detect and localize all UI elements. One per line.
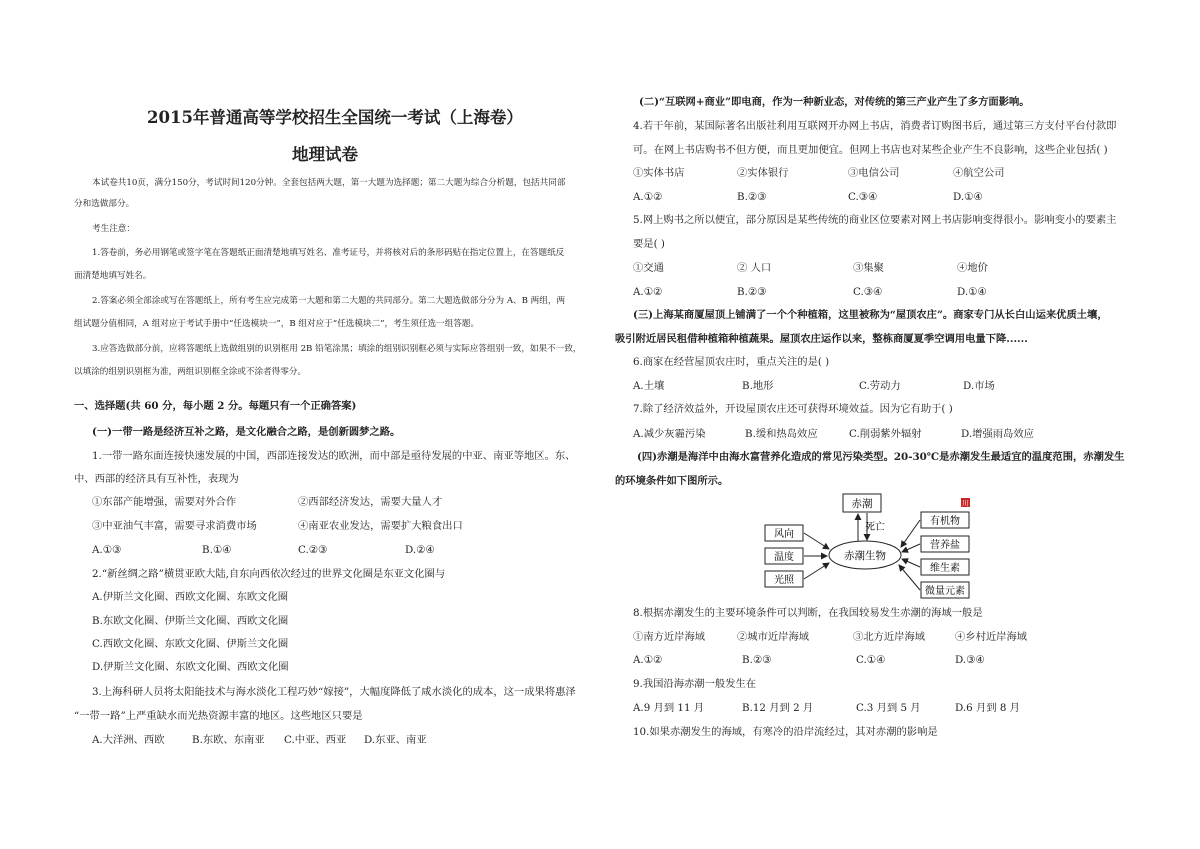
question-stem: “一带一路”上严重缺水而光热资源丰富的地区。这些地区只要是 <box>74 710 363 722</box>
statement-item: ②西部经济发达，需要大量人才 <box>298 496 443 508</box>
question-stem: 2.“新丝绸之路”横贯亚欧大陆,自东向西依次经过的世界文化圈是东亚文化圈与 <box>92 568 446 580</box>
trace-element-label: 微量元素 <box>925 586 965 597</box>
answer-choice[interactable]: A.①② <box>633 654 663 666</box>
answer-choice[interactable]: D.①④ <box>953 191 983 203</box>
statement-item: ④地价 <box>957 262 988 274</box>
note-line: 面清楚地填写姓名。 <box>74 271 152 281</box>
intro-line: 分和选做部分。 <box>74 199 135 209</box>
answer-choice[interactable]: C.③④ <box>848 191 878 203</box>
answer-choice[interactable]: A.①② <box>633 191 663 203</box>
answer-choice[interactable]: A.伊斯兰文化圈、西欧文化圈、东欧文化圈 <box>92 591 289 603</box>
question-stem: 可。在网上书店购书不但方便，而且更加便宜。但网上书店也对某些企业产生不良影响，这些企业包括( ) <box>633 144 1108 156</box>
question-stem: 10.如果赤潮发生的海域，有寒冷的沿岸流经过，其对赤潮的影响是 <box>633 726 938 738</box>
question-stem: 7.除了经济效益外，开设屋顶农庄还可获得环境效益。因为它有助于( ) <box>633 403 953 415</box>
answer-choice[interactable]: B.②③ <box>742 654 772 666</box>
answer-choice[interactable]: A.大洋洲、西欧 <box>92 734 165 746</box>
statement-item: ③北方近岸海域 <box>853 631 926 643</box>
answer-choice[interactable]: B.东欧文化圈、伊斯兰文化圈、西欧文化圈 <box>92 615 289 627</box>
statement-item: ② 人口 <box>737 262 772 274</box>
question-stem: 6.商家在经营屋顶农庄时，重点关注的是( ) <box>633 356 830 368</box>
answer-choice[interactable]: A.减少灰霾污染 <box>633 428 706 440</box>
vitamin-label: 维生素 <box>930 563 960 574</box>
answer-choice[interactable]: B.①④ <box>202 544 232 556</box>
answer-choice[interactable]: C.西欧文化圈、东欧文化圈、伊斯兰文化圈 <box>92 638 289 650</box>
group-heading: 吸引附近居民租借种植箱种植蔬果。屋顶农庄运作以来，整栋商厦夏季空调用电量下降...... <box>615 333 1028 345</box>
red-tide-diagram <box>763 492 1083 602</box>
temperature-label: 温度 <box>774 552 794 563</box>
question-stem: 3.上海科研人员将太阳能技术与海水淡化工程巧妙“嫁接”，大幅度降低了咸水淡化的成本，这一成果将惠泽 <box>92 686 576 698</box>
group-heading: 的环境条件如下图所示。 <box>615 475 729 487</box>
answer-choice[interactable]: D.①④ <box>957 286 987 298</box>
question-stem: 中、西部的经济具有互补性，表现为 <box>74 473 239 485</box>
factor-arrow <box>902 559 920 567</box>
answer-choice[interactable]: C.②③ <box>298 544 328 556</box>
factor-arrow <box>902 544 920 552</box>
group-heading: (一)一带一路是经济互补之路，是文化融合之路，是创新圆梦之路。 <box>92 426 401 438</box>
answer-choice[interactable]: D.伊斯兰文化圈、东欧文化圈、西欧文化圈 <box>92 661 289 673</box>
nutrient-salt-label: 营养盐 <box>930 540 960 551</box>
answer-choice[interactable]: C.劳动力 <box>859 380 901 392</box>
factor-arrow <box>804 533 829 549</box>
answer-choice[interactable]: A.土壤 <box>633 380 665 392</box>
answer-choice[interactable]: C.①④ <box>856 654 886 666</box>
statement-item: ①东部产能增强，需要对外合作 <box>92 496 237 508</box>
statement-item: ①实体书店 <box>633 167 685 179</box>
answer-choice[interactable]: D.市场 <box>963 380 995 392</box>
notes-heading: 考生注意： <box>92 224 135 234</box>
answer-choice[interactable]: D.增强雨岛效应 <box>961 428 1034 440</box>
answer-choice[interactable]: B.②③ <box>737 191 767 203</box>
organic-matter-label: 有机物 <box>930 516 960 527</box>
note-line: 3.应答选做部分前，应将答题纸上选做组别的识别框用 2B 铅笔涂黑；填涂的组别识别框必须与实际应答组别一致，如果不一致， <box>92 344 582 354</box>
answer-choice[interactable]: B.东欧、东南亚 <box>192 734 265 746</box>
answer-choice[interactable]: D.②④ <box>405 544 435 556</box>
intro-line: 本试卷共10页，满分150分，考试时间120分钟。全套包括两大题，第一大题为选择题；第二大题为综合分析题，包括共同部 <box>92 178 566 188</box>
statement-item: ①南方近岸海域 <box>633 631 706 643</box>
statement-item: ③电信公司 <box>848 167 900 179</box>
answer-choice[interactable]: A.①② <box>633 286 663 298</box>
question-stem: 9.我国沿海赤潮一般发生在 <box>633 678 757 690</box>
statement-item: ①交通 <box>633 262 664 274</box>
section-heading: 一、选择题(共 60 分，每小题 2 分。每题只有一个正确答案) <box>74 400 357 412</box>
statement-item: ④南亚农业发达，需要扩大粮食出口 <box>298 520 463 532</box>
question-stem: 要是( ) <box>633 238 665 250</box>
question-stem: 8.根据赤潮发生的主要环境条件可以判断，在我国较易发生赤潮的海域一般是 <box>633 607 983 619</box>
answer-choice[interactable]: C.3 月到 5 月 <box>856 702 921 714</box>
group-heading: (二)“互联网+商业”即电商，作为一种新业态，对传统的第三产业产生了多方面影响。 <box>639 96 1030 108</box>
factor-arrow <box>899 565 920 590</box>
statement-item: ②实体银行 <box>737 167 789 179</box>
answer-choice[interactable]: C.③④ <box>853 286 883 298</box>
statement-item: ④航空公司 <box>953 167 1005 179</box>
answer-choice[interactable]: C.削弱紫外辐射 <box>849 428 922 440</box>
note-line: 组试题分值相同，A 组对应于考试手册中“任选模块一”，B 组对应于“任选模块二”，考生须任选一组答题。 <box>74 319 480 329</box>
answer-choice[interactable]: A.9 月到 11 月 <box>633 702 705 714</box>
red-tide-label: 赤潮 <box>851 498 873 510</box>
statement-item: ③中亚油气丰富，需要寻求消费市场 <box>92 520 257 532</box>
answer-choice[interactable]: B.12 月到 2 月 <box>742 702 814 714</box>
question-stem: 5.网上购书之所以便宜，部分原因是某些传统的商业区位要素对网上书店影响变得很小。影响变小的要素主 <box>633 214 1117 226</box>
note-line: 以填涂的组别识别框为准，两组识别框全涂或不涂者得零分。 <box>74 367 307 377</box>
statement-item: ③集聚 <box>853 262 884 274</box>
wind-label: 风向 <box>774 529 794 540</box>
organism-label: 赤潮生物 <box>844 550 886 562</box>
answer-choice[interactable]: A.①③ <box>92 544 122 556</box>
stamp-text: 川 <box>962 499 969 508</box>
death-label: 死亡 <box>865 522 885 533</box>
statement-item: ④乡村近岸海域 <box>955 631 1028 643</box>
question-stem: 4.若干年前，某国际著名出版社利用互联网开办网上书店，消费者订购图书后，通过第三方支付平台付款即 <box>633 120 1117 132</box>
answer-choice[interactable]: D.东亚、南亚 <box>364 734 427 746</box>
question-stem: 1.一带一路东面连接快速发展的中国，西部连接发达的欧洲，而中部是亟待发展的中亚、南亚等地区。东、 <box>92 450 576 462</box>
group-heading: (三)上海某商厦屋顶上铺满了一个个种植箱，这里被称为“屋顶农庄”。商家专门从长白山运来优质土壤， <box>633 309 1108 321</box>
light-label: 光照 <box>774 575 794 586</box>
exam-title: 2015年普通高等学校招生全国统一考试（上海卷） <box>147 108 523 127</box>
statement-item: ②城市近岸海域 <box>737 631 810 643</box>
answer-choice[interactable]: C.中亚、西亚 <box>284 734 347 746</box>
answer-choice[interactable]: B.地形 <box>742 380 774 392</box>
answer-choice[interactable]: B.缓和热岛效应 <box>745 428 818 440</box>
note-line: 2.答案必须全部涂或写在答题纸上，所有考生应完成第一大题和第二大题的共同部分。第二大题选做部分分为 A、B 两组，两 <box>92 296 566 306</box>
group-heading: (四)赤潮是海洋中由海水富营养化造成的常见污染类型。20-30℃是赤潮发生最适宜的温度范围，赤潮发生 <box>637 451 1125 463</box>
note-line: 1.答卷前，务必用钢笔或签字笔在答题纸正面清楚地填写姓名、准考证号，并将核对后的条形码贴在指定位置上，在答题纸反 <box>92 248 565 258</box>
answer-choice[interactable]: D.③④ <box>955 654 985 666</box>
answer-choice[interactable]: B.②③ <box>737 286 767 298</box>
factor-arrow <box>804 563 829 579</box>
exam-subtitle: 地理试卷 <box>292 145 358 164</box>
answer-choice[interactable]: D.6 月到 8 月 <box>955 702 1020 714</box>
factor-arrow <box>901 520 920 547</box>
